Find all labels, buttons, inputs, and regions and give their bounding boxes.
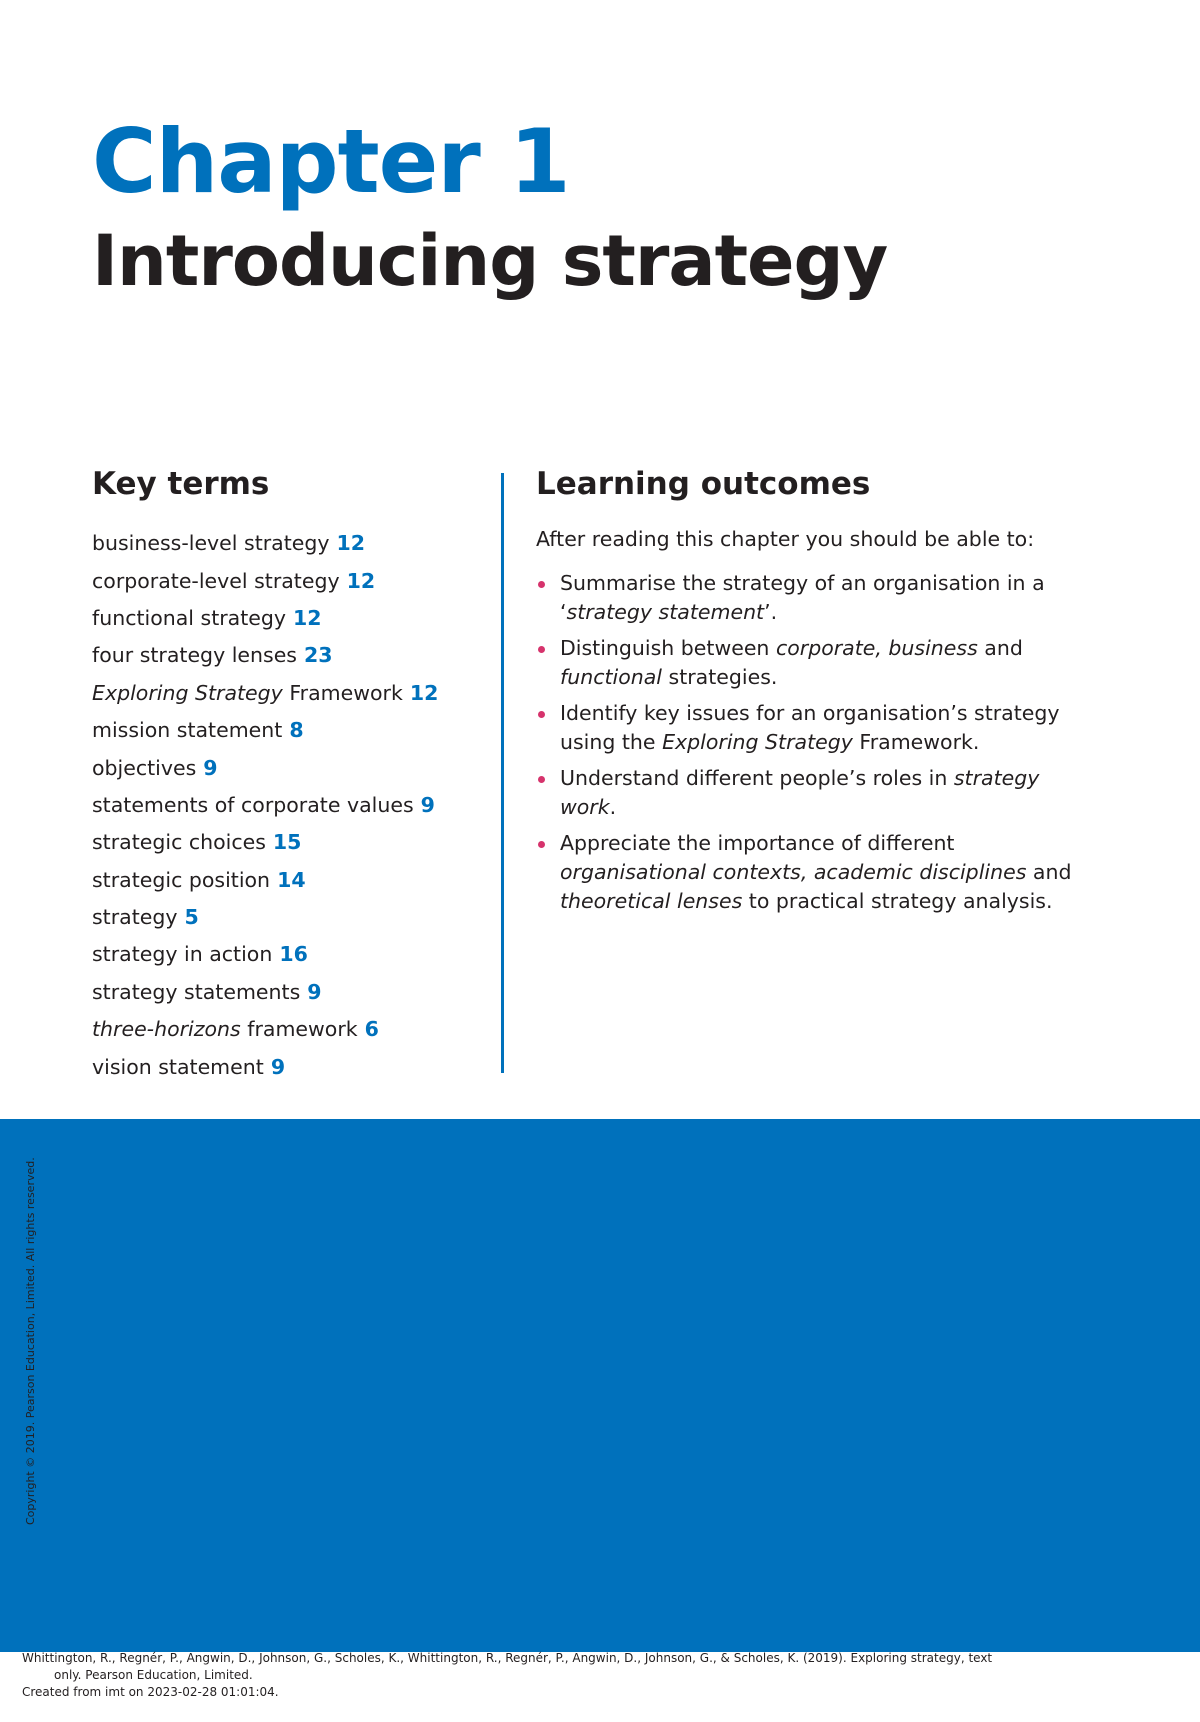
key-term-item [92, 824, 492, 861]
outcome-text: and [1026, 860, 1072, 885]
key-term-item [92, 563, 492, 600]
key-term-page: 5 [184, 905, 199, 930]
learning-outcome-item [536, 764, 1096, 822]
key-term-text: four strategy lenses [92, 643, 297, 668]
outcome-italic-text: strategy work [560, 766, 1040, 820]
key-term-text: functional strategy [92, 605, 287, 630]
key-term-text: statements of corporate values [92, 792, 414, 817]
key-term-text: business-level strategy [92, 531, 330, 556]
key-term-item [92, 862, 492, 899]
key-term-item [92, 936, 492, 973]
bullet-icon [538, 841, 545, 848]
learning-outcomes-heading: Learning outcomes [536, 466, 871, 502]
copyright-notice: Copyright © 2019. Pearson Education, Limited. All rights reserved. [24, 1157, 37, 1525]
key-term-text: strategic position [92, 867, 271, 892]
key-term-item [92, 899, 492, 936]
key-term-page: 12 [293, 605, 322, 630]
key-term-page: 12 [346, 568, 376, 593]
citation-line-1: Whittington, R., Regnér, P., Angwin, D., Johnson, G., Scholes, K., Whittington, R., Regnér, P., Angwin, D., Johnson, G., & Scholes, K. (2019). Exploring strategy, text [22, 1651, 993, 1665]
key-term-page: 16 [279, 942, 308, 967]
column-divider [501, 473, 504, 1073]
learning-outcomes-section [536, 466, 1096, 923]
outcome-italic-text: organisational contexts, academic disciplines [560, 860, 1027, 885]
key-term-text: strategic choices [92, 830, 266, 855]
bullet-icon [538, 711, 545, 718]
key-term-text: Framework [282, 680, 403, 705]
outcome-text: Identify key issues for an organisation’s strategy using the [560, 701, 1060, 755]
outcome-italic-text: corporate, business [775, 636, 978, 661]
key-term-page: 12 [336, 531, 366, 556]
key-term-item [92, 675, 492, 712]
key-term-page: 9 [420, 792, 435, 817]
key-term-item [92, 1049, 492, 1086]
outcome-italic-text: theoretical lenses [560, 889, 743, 914]
outcome-italic-text: strategy statement [566, 600, 765, 625]
outcome-text: and [977, 636, 1023, 661]
outcome-text: Appreciate the importance of different [560, 831, 955, 856]
citation-line-3: Created from imt on 2023-02-28 01:01:04. [22, 1685, 279, 1699]
key-term-item [92, 787, 492, 824]
key-term-text: vision statement [92, 1054, 264, 1079]
key-terms-list [92, 525, 492, 1086]
key-term-text: objectives [92, 755, 197, 780]
outcome-text: . [609, 795, 617, 820]
key-term-item [92, 600, 492, 637]
learning-outcomes-list [536, 569, 1096, 916]
key-term-text: strategy [92, 905, 178, 930]
outcome-text: Summarise the strategy of an organisation in a [560, 571, 1045, 596]
learning-outcomes-intro: After reading this chapter you should be able to: [536, 527, 1035, 552]
key-term-page: 23 [304, 643, 333, 668]
key-term-text: strategy in action [92, 942, 273, 967]
outcome-text: ’. [764, 600, 778, 625]
key-term-item [92, 525, 492, 562]
key-term-italic: three-horizons [92, 1017, 241, 1042]
key-term-page: 8 [289, 718, 304, 743]
key-term-item [92, 637, 492, 674]
key-term-item [92, 1011, 492, 1048]
learning-outcome-item [536, 829, 1096, 916]
outcome-text: to practical strategy analysis. [742, 889, 1053, 914]
key-term-page: 9 [270, 1054, 286, 1079]
key-term-item [92, 750, 492, 787]
key-term-page: 9 [307, 979, 322, 1004]
outcome-italic-text: Exploring Strategy [662, 730, 853, 755]
outcome-italic-text: functional [560, 665, 662, 690]
learning-outcome-item [536, 569, 1096, 627]
citation-footer [22, 1650, 1022, 1701]
key-term-page: 6 [364, 1017, 379, 1042]
outcome-text: Framework. [852, 730, 980, 755]
outcome-text: ‘ [560, 600, 567, 625]
key-terms-heading: Key terms [92, 466, 270, 502]
key-term-text: mission statement [92, 718, 283, 743]
key-term-italic: Exploring Strategy [92, 680, 283, 705]
key-term-text: framework [240, 1017, 358, 1042]
key-term-page: 12 [409, 680, 439, 705]
citation-line-2: only. Pearson Education, Limited. [54, 1668, 253, 1682]
bullet-icon [538, 581, 545, 588]
key-terms-section [92, 466, 492, 1086]
outcome-text: strategies. [662, 665, 778, 690]
outcome-text: Distinguish between [560, 636, 776, 661]
key-term-page: 9 [203, 755, 218, 780]
outcome-text: Understand different people’s roles in [560, 766, 954, 791]
bullet-icon [538, 646, 545, 653]
chapter-title: Introducing strategy [92, 220, 888, 302]
key-term-item [92, 974, 492, 1011]
key-term-page: 14 [277, 867, 306, 892]
chapter-label: Chapter 1 [92, 110, 570, 213]
key-term-text: strategy statements [92, 979, 301, 1004]
blue-band [0, 1119, 1200, 1652]
learning-outcome-item [536, 634, 1096, 692]
bullet-icon [538, 776, 545, 783]
learning-outcome-item [536, 699, 1096, 757]
key-term-text: corporate-level strategy [92, 568, 340, 593]
key-term-page: 15 [272, 830, 302, 855]
key-term-item [92, 712, 492, 749]
